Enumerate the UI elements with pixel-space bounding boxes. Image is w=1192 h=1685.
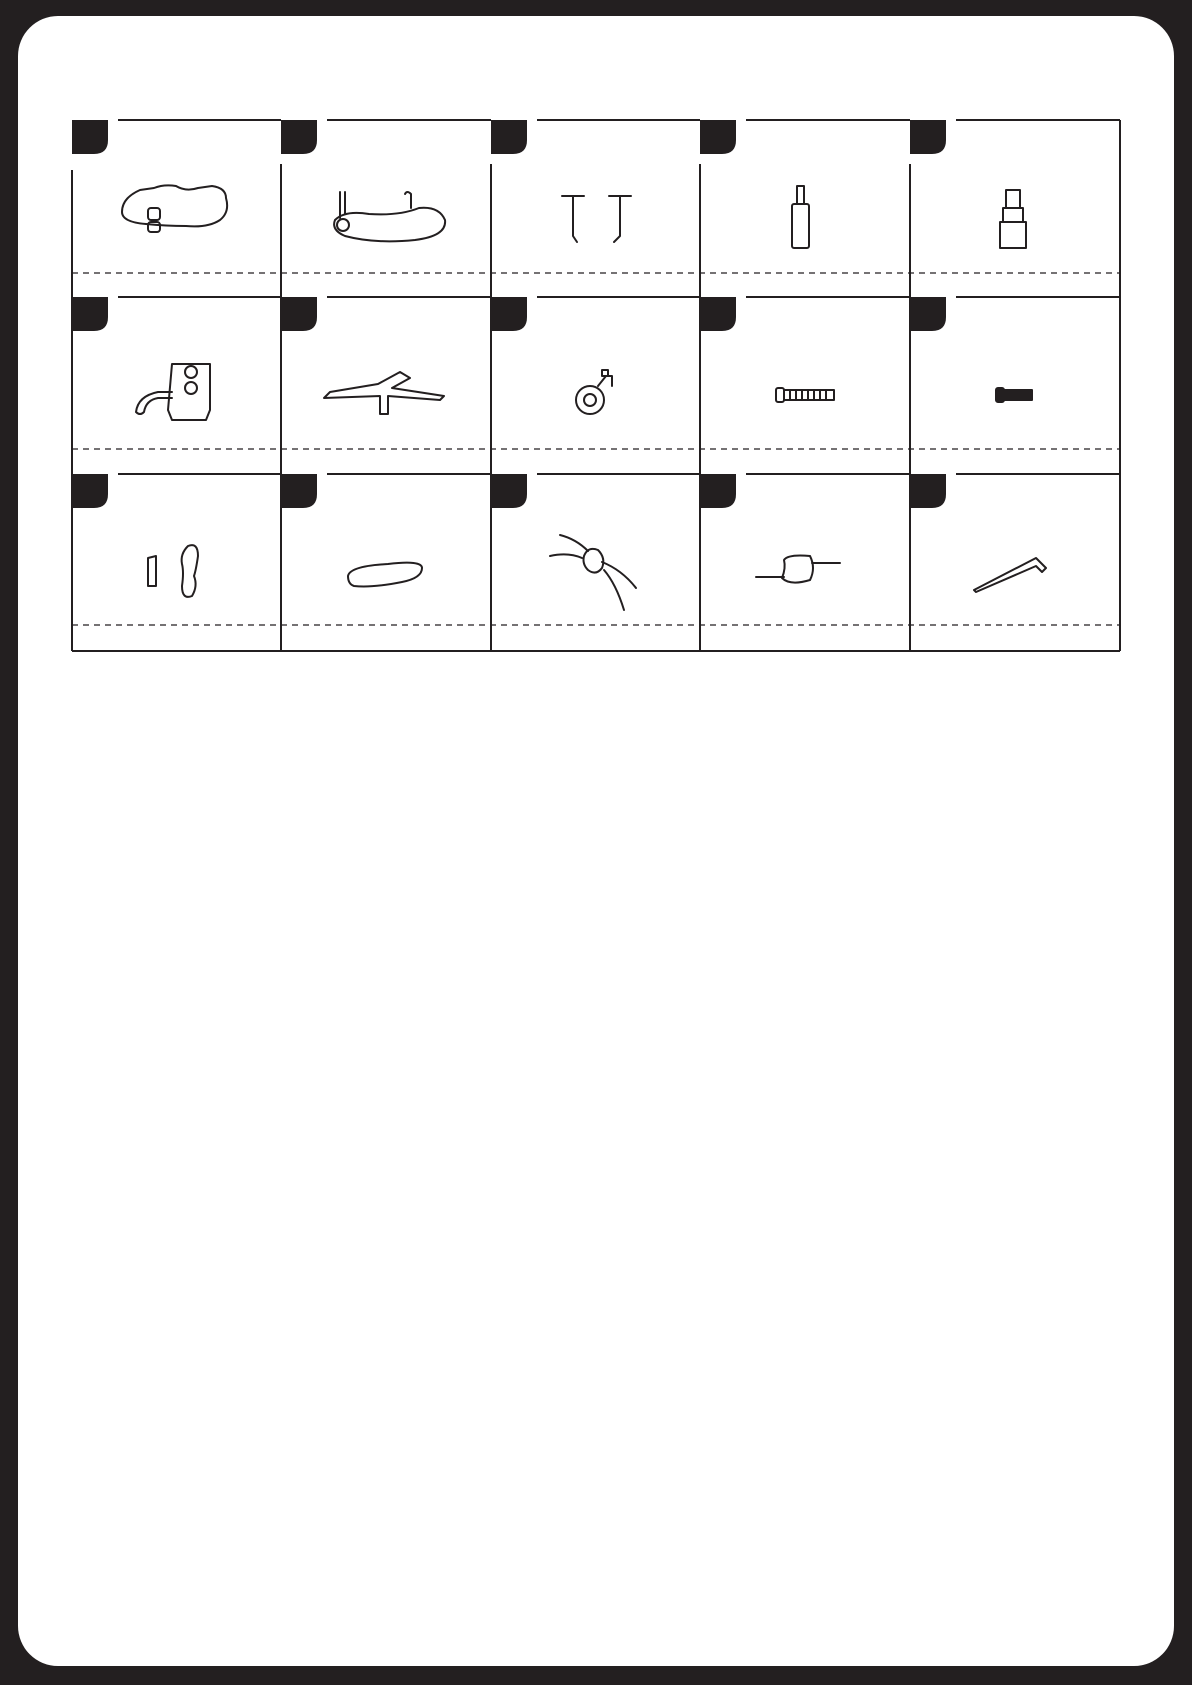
star-base-icon: [324, 372, 444, 414]
allen-key-icon: [974, 558, 1046, 592]
gas-lift-cover-icon: [1000, 190, 1026, 248]
backrest-icon: [122, 185, 227, 232]
part-badge-1: [72, 120, 108, 154]
part-badge-15: [910, 474, 946, 508]
part-badge-14: [700, 474, 736, 508]
armrests-icon: [562, 196, 631, 242]
part-badge-9: [700, 297, 736, 331]
parts-list-grid: [0, 0, 1192, 660]
seat-icon: [334, 192, 445, 241]
part-badge-7: [281, 297, 317, 331]
part-badge-10: [910, 297, 946, 331]
part-badge-5: [910, 120, 946, 154]
gas-lift-icon: [792, 186, 809, 248]
part-badge-2: [281, 120, 317, 154]
long-bolt-icon: [776, 388, 834, 402]
lumbar-pillow-straps-icon: [550, 535, 636, 610]
part-badge-13: [491, 474, 527, 508]
caster-icon: [576, 370, 612, 414]
part-badge-6: [72, 297, 108, 331]
side-covers-icon: [148, 545, 198, 597]
backrest-connector-icon: [756, 556, 840, 583]
short-bolt-icon: [996, 388, 1032, 402]
part-badge-12: [281, 474, 317, 508]
tilt-mechanism-icon: [136, 364, 210, 420]
part-badge-4: [700, 120, 736, 154]
part-badge-11: [72, 474, 108, 508]
headrest-pillow-icon: [348, 563, 422, 587]
part-badge-8: [491, 297, 527, 331]
part-badge-3: [491, 120, 527, 154]
